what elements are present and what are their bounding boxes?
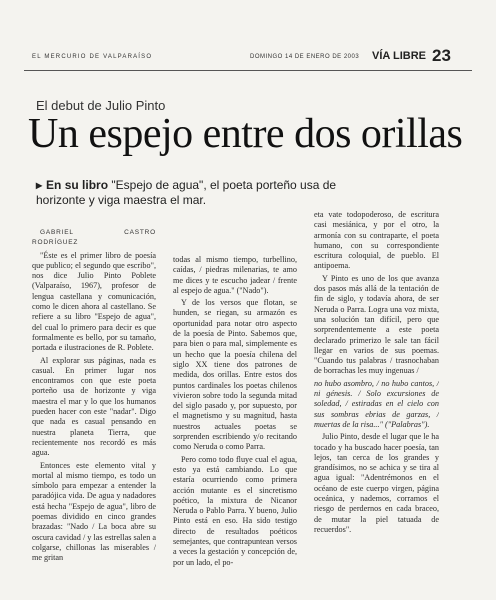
masthead: [0, 48, 496, 68]
paragraph: Julio Pinto, desde el lugar que le ha tocado y ha buscado hacer poesía, tan lejos, tan cerca de los grandes y grandísimos, no se achica y se tira al agua igual: "Adentrémonos en el océano de este cuerpo virgen, página oceánica, y nademos, corramos el riesgo de perdernos en cada braceo, de mutar la piel tatuada de recuerdos".: [314, 432, 439, 534]
paragraph: "Éste es el primer libro de poesía que publico; el segundo que escribo", nos dice Julio Pinto Poblete (Valparaíso, 1967), profesor de lengua castellana y comunicación, como le dicen ahora al castellano. Se refiere a su libro "Espejo de agua", del cual lo primero para decir es que formalmente es bello, por su tamaño, portada e ilustraciones de R. Poblete.: [32, 250, 156, 353]
poem-quote: no hubo asombro, / no hubo cantos, / ni génesis. / Solo excursiones de soledad, / estiradas en el cielo con sus sombras ebrias de garzas, / muertas de la risa..." ("Palabras").: [314, 378, 439, 429]
paragraph: todas al mismo tiempo, turbellino, caídas, / piedras milenarias, te amo me dices y te escucho jadear / frente al espejo de agua." ("Nado").: [173, 255, 297, 295]
paragraph: Pero como todo fluye cual el agua, esto ya está cambiando. Lo que estaría ocurriendo como primera acción mutante es el sincretismo poético, la mixtura de Nicanor Neruda o Pablo Parra. Y bueno, Julio Pinto está en eso. Ha sido testigo directo de resultados poéticos semejantes, que contrapuntean versos a veces la gestación y concepción de, por un lado, el po-: [173, 454, 297, 567]
paragraph: Al explorar sus páginas, nada es casual. En primer lugar nos encontramos con que este poeta porteño usa de horizonte y viga maestra el mar y lo que los humanos pueden hacer con este "nadar". Digo que nada es casual pensando en nuestra planeta Tierra, que recientemente nos recordó es más agua.: [32, 355, 156, 458]
paragraph: Y Pinto es uno de los que avanza dos pasos más allá de la tentación de fin de siglo, y todavía ahora, de ser Neruda o Parra. Logra una voz mixta, una solución tan difícil, pero que sorprendentemente a este poeta declarado primerizo le sale tan fácil llegar en varios de sus poemas. "Cuando tus palabras / trasnochaban de borrachas les muy ingenuas /: [314, 273, 439, 376]
paragraph: Y de los versos que flotan, se hunden, se riegan, su armazón es oportunidad para notar otro aspecto de la poesía de Pinto. Sabemos que, para bien o para mal, simplemente es un hecho que la poesía chilena del siglo XX tiene dos patrones de medida, dos orillas. Entre estos dos puntos cardinales los poetas chilenos vivieron sobre todo la segunda mitad del siglo pasado y, por supuesto, por el magnetismo y su magnitud, hasta nuestros actuales poetas se sorprenden escribiendo y/o recitando como Neruda o como Parra.: [173, 298, 297, 452]
paragraph: eta vate todopoderoso, de escritura casi mesiánica, y por el otro, la armonía con su contraparte, el poeta humano, con su correspondiente escritura coloquial, de pueblo. El antipoema.: [314, 210, 439, 271]
article-column-3: [314, 210, 439, 600]
article-headline: Un espejo entre dos orillas: [28, 111, 463, 157]
arrow-icon: ▸: [36, 178, 43, 192]
masthead-divider: [24, 70, 472, 71]
issue-date: DOMINGO 14 DE ENERO DE 2003: [250, 54, 360, 60]
byline: GABRIEL CASTRO RODRÍGUEZ: [32, 229, 156, 247]
newspaper-name: EL MERCURIO DE VALPARAÍSO: [32, 54, 153, 60]
dek-lead: En su libro: [46, 178, 109, 192]
article-dek: [36, 178, 346, 208]
paragraph: Entonces este elemento vital y mortal al mismo tiempo, es todo un símbolo para empezar a entender la paradójica vida. De agua y nadadores está hecha "Espejo de agua", libro de poemas dividido en cinco grandes brazadas: "Nado / La boca abre su oscura cavidad / y las estrellas salen a colgarse, chillonas las miserables / me gritan: [32, 460, 156, 563]
dek-text: "Espejo de agua", el poeta porteño usa de horizonte y viga maestra el mar.: [36, 178, 337, 207]
article-column-2: [173, 255, 297, 600]
article-column-1: [32, 228, 156, 600]
page-number: 23: [432, 46, 451, 65]
section-title: VÍA LIBRE: [372, 50, 426, 62]
article-kicker: El debut de Julio Pinto: [36, 98, 166, 113]
